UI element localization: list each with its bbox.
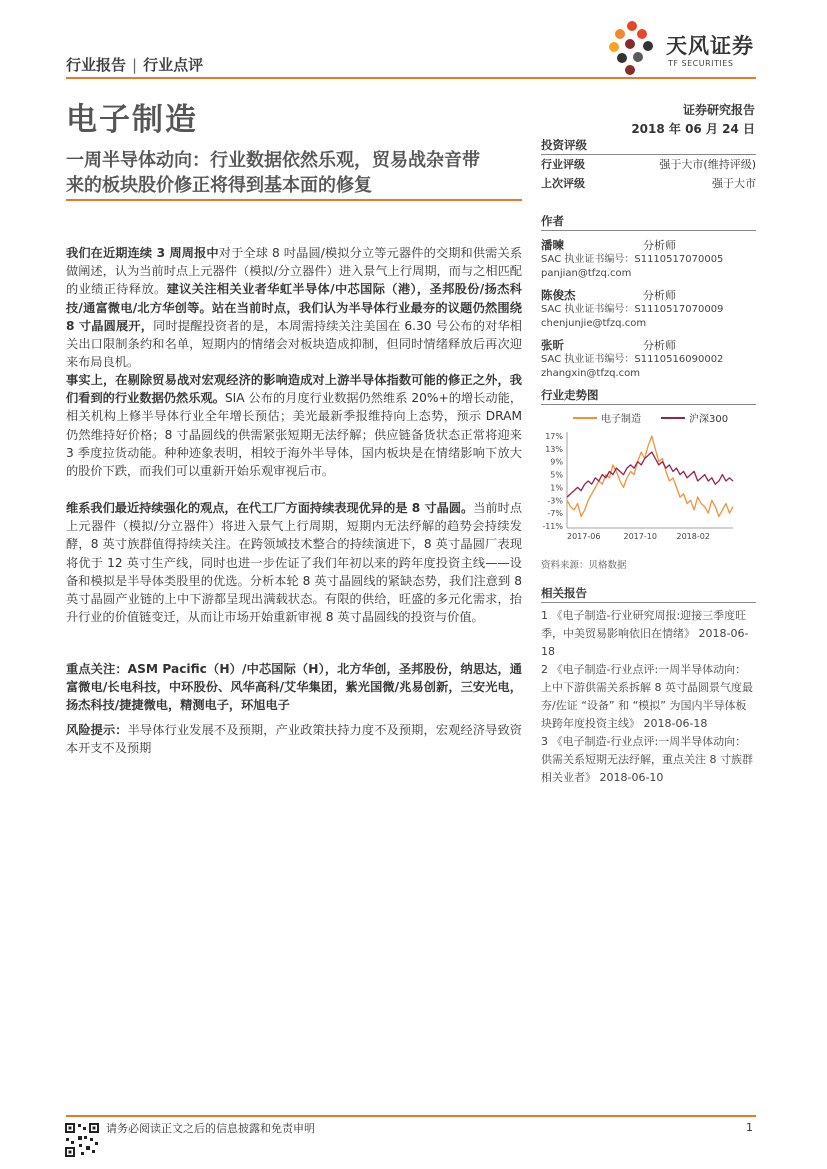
p3-text: 当前时点上元器件（模拟/分立器件）将进入景气上行周期，短期内无法纾解的趋势会持续发酵，8 英寸族群值得持续关注。在跨领域技术整合的持续演进下，8 英寸晶圆厂表现将优于 12 英寸生产线，同时也进一步佐证了我们年初以来的跨年度投资主线——设备和模拟是半导体类股里的优选。分析本轮 8 英寸晶圆线的紧缺态势，我们注意到 8 英寸晶圆产业链的上中下游都呈现出满载状态。有限的供给，旺盛的多元化需求，抬升行业的价值链变迁，从而让市场开始重新审视 8 英寸晶圆线的投资与价值。 — [66, 501, 523, 625]
p1-text: 对于全球 8 吋晶圆/模拟分立等元器件的交期和供需关系做阐述，认为当前时点上元器件（模拟/分立器件）进入景气上行周期，而与之相匹配的业绩正待释放。 — [66, 246, 523, 297]
author-name-text: 陈俊杰 — [541, 288, 576, 302]
related-reports-section — [541, 585, 756, 787]
logo-name: 天风证券 — [666, 34, 754, 58]
x-tick-label: 2018-02 — [676, 532, 710, 541]
author-name — [541, 237, 756, 253]
subtitle-line-1: 一周半导体动向：行业数据依然乐观，贸易战杂音带 — [66, 150, 480, 171]
author-cert: SAC 执业证书编号：S1110516090002 — [541, 354, 724, 365]
p1-lead: 我们在近期连续 3 周周报中 — [66, 246, 219, 260]
trend-chart — [541, 408, 756, 548]
p5-label: 风险提示： — [66, 723, 128, 737]
p5-text: 半导体行业发展不及预期，产业政策扶持力度不及预期，宏观经济导致资本开支不及预期 — [66, 723, 522, 756]
logo-dots-icon — [608, 20, 664, 76]
author-cert: SAC 执业证书编号：S1110517070005 — [541, 254, 724, 265]
y-tick-label: 5% — [550, 470, 563, 480]
authors-section — [541, 213, 756, 381]
author-cert: SAC 执业证书编号：S1110517070009 — [541, 304, 724, 315]
paragraph-key-focus — [66, 660, 522, 715]
report-type-main: 行业报告 — [66, 56, 127, 74]
series-line-1 — [567, 452, 733, 497]
report-subtitle — [66, 148, 526, 198]
page-title: 电子制造 — [66, 102, 198, 138]
paragraph-risk — [66, 721, 522, 757]
p2-bold: 事实上，在剔除贸易战对宏观经济的影响造成对上游半导体指数可能的修正之外，我们看到的行业数据仍然乐观。 — [66, 373, 522, 406]
trend-heading: 行业走势图 — [541, 387, 756, 405]
header-divider — [66, 77, 756, 79]
legend-label-0: 电子制造 — [601, 414, 641, 425]
x-tick-label: 2017-06 — [567, 532, 601, 541]
author-role: 分析师 — [643, 239, 676, 252]
report-date: 2018 年 06 月 24 日 — [631, 122, 755, 136]
author-role: 分析师 — [643, 339, 676, 352]
author-role: 分析师 — [643, 289, 676, 302]
subtitle-divider — [66, 199, 522, 201]
report-type-separator: | — [132, 56, 138, 74]
y-tick-label: 9% — [550, 457, 563, 467]
rating-row — [541, 174, 756, 193]
rating-row — [541, 155, 756, 174]
author-name — [541, 337, 756, 353]
related-heading: 相关报告 — [541, 585, 756, 603]
trend-chart-svg — [541, 408, 756, 548]
rating-value: 强于大市 — [712, 177, 756, 190]
paragraph-8inch-wafer — [66, 499, 522, 626]
y-tick-label: 13% — [545, 444, 563, 454]
y-tick-label: -7% — [547, 509, 563, 519]
company-logo — [608, 20, 758, 80]
rating-value: 强于大市(维持评级) — [659, 158, 756, 171]
author-name — [541, 287, 756, 303]
rating-heading: 投资评级 — [541, 137, 756, 155]
y-tick-label: 17% — [545, 432, 563, 441]
p1-tail: 同时提醒投资者的是，本周需持续关注美国在 6.30 号公布的对华相关出口限制条约和名单，短期内的情绪会对板块造成抑制，但同时情绪释放后再次迎来布局良机。 — [66, 318, 522, 370]
footer-divider — [66, 1115, 756, 1117]
report-type — [66, 54, 203, 75]
related-report-item[interactable]: 2 《电子制造-行业点评:一周半导体动向：上中下游供需关系拆解 8 英寸晶圆景气度最夯/佐证 “设备” 和 “模拟” 为国内半导体板块跨年度投资主线》 2018-06-18 — [541, 663, 753, 730]
y-tick-label: -3% — [547, 496, 563, 506]
paragraph-summary — [66, 244, 522, 371]
p3-bold: 维系我们最近持续强化的观点，在代工厂方面持续表现优异的是 8 寸晶圆。 — [66, 501, 474, 515]
qr-code-icon — [64, 1122, 100, 1158]
author-email[interactable]: chenjunjie@tfzq.com — [541, 318, 647, 329]
report-kind: 证券研究报告 — [682, 103, 755, 117]
page-number: 1 — [746, 1121, 753, 1134]
paragraph-industry-data — [66, 371, 522, 480]
author-name-text: 潘暕 — [541, 238, 564, 252]
related-report-item[interactable]: 1 《电子制造-行业研究周报:迎接三季度旺季，中美贸易影响依旧在情绪》 2018-06-18 — [541, 609, 749, 658]
p4-text: ASM Pacific（H）/中芯国际（H），北方华创，圣邦股份，纳思达，通富微电/长电科技，中环股份、风华高科/艾华集团，紫光国微/兆易创新，三安光电，扬杰科技/捷捷微电，精测电子，环旭电子 — [66, 662, 522, 713]
y-tick-label: -11% — [542, 522, 563, 531]
rating-key: 行业评级 — [541, 158, 585, 171]
authors-heading: 作者 — [541, 213, 756, 231]
footer-disclaimer: 请务必阅读正文之后的信息披露和免责申明 — [106, 1122, 315, 1135]
trend-section — [541, 387, 756, 405]
p2-text: SIA 公布的月度行业数据仍然维系 20%+的增长动能，相关机构上修半导体行业全年增长预估；美光最新季报维持向上态势，预示 DRAM 仍然维持好价格；8 寸晶圆线的供需紧张短期无法纾解；供应链备货状态正常将迎来 3 季度拉货动能。种种迹象表明，相较于海外半导体，国内板块是在情绪影响下放大的股价下跌，而我们可以重新开始乐观审视后市。 — [66, 391, 523, 479]
related-report-item[interactable]: 3 《电子制造-行业点评:一周半导体动向：供需关系短期无法纾解，重点关注 8 寸族群相关业者》 2018-06-10 — [541, 735, 753, 784]
p4-label: 重点关注： — [66, 662, 128, 676]
logo-english-name: TF SECURITIES — [668, 59, 734, 68]
legend-label-1: 沪深300 — [689, 414, 729, 425]
rating-section — [541, 137, 756, 193]
author-email[interactable]: zhangxin@tfzq.com — [541, 368, 641, 379]
p1-bold: 建议关注相关业者华虹半导体/中芯国际（港），圣邦股份/扬杰科技/通富微电/北方华创等。站在当前时点，我们认为半导体行业最夯的议题仍然围绕 8 寸晶圆展开， — [66, 282, 522, 333]
author-name-text: 张昕 — [541, 338, 564, 352]
x-tick-label: 2017-10 — [623, 532, 657, 541]
author-email[interactable]: panjian@tfzq.com — [541, 268, 632, 279]
subtitle-line-2: 来的板块股价修正将得到基本面的修复 — [66, 175, 372, 196]
y-tick-label: 1% — [550, 483, 563, 493]
rating-key: 上次评级 — [541, 177, 585, 190]
series-line-0 — [567, 436, 733, 516]
chart-source: 资料来源：贝格数据 — [541, 560, 627, 571]
report-type-sub: 行业点评 — [143, 56, 204, 74]
